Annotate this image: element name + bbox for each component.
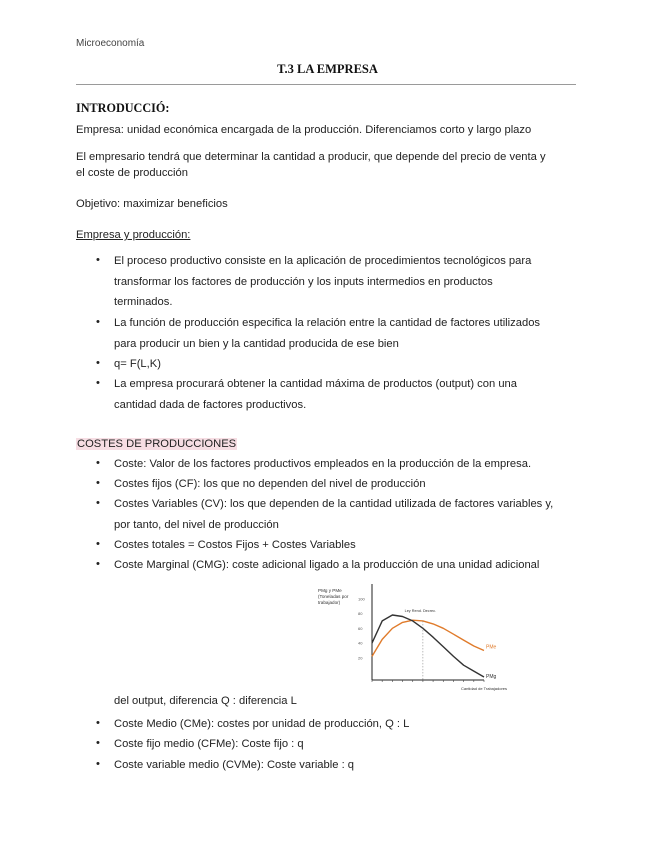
list-item xyxy=(114,555,584,576)
list-item-line: cantidad dada de factores productivos. xyxy=(114,398,307,411)
intro-p2-line1: El empresario tendrá que determinar la cantidad a producir, que depende del precio de venta y xyxy=(76,151,546,163)
list-item-line: Coste: Valor de los factores productivos empleados en la producción de la empresa. xyxy=(114,458,532,470)
chart-series-label: PMe xyxy=(486,644,497,651)
list-item-line: q= F(L,K) xyxy=(114,358,161,370)
bullet-dot: • xyxy=(96,357,100,369)
list-item xyxy=(114,714,584,735)
chart-ytick-label: 100 xyxy=(358,596,365,602)
list-item xyxy=(114,494,584,535)
chart-ytick-label: 80 xyxy=(358,611,363,617)
bullet-dot: • xyxy=(96,477,100,489)
chart-series-label: PMg xyxy=(486,674,497,681)
bullet-dot: • xyxy=(96,538,100,550)
bullet-dot: • xyxy=(96,758,100,770)
bullet-dot: • xyxy=(96,717,100,729)
list-item-line: La función de producción especifica la relación entre la cantidad de factores utilizados xyxy=(114,317,541,329)
bullet-dot: • xyxy=(96,558,100,570)
list-item-line: El proceso productivo consiste en la aplicación de procedimientos tecnológicos para xyxy=(114,255,532,267)
intro-paragraph-1: Empresa: unidad económica encargada de la producción. Diferenciamos corto y largo plazo xyxy=(76,124,532,136)
list-item xyxy=(114,755,584,776)
list-item-line: transformar los factores de producción y los inputs intermedios en productos xyxy=(114,275,493,288)
chart-xlabel: Cantidad de Trabajadores xyxy=(460,686,508,691)
list-item-line: Coste Medio (CMe): costes por unidad de producción, Q : L xyxy=(114,718,410,730)
bullet-dot: • xyxy=(96,316,100,328)
list-item-line: del output, diferencia Q : diferencia L xyxy=(114,695,297,707)
list-item xyxy=(114,454,584,475)
chart-annotation: Ley Rend. Decrec. xyxy=(404,609,437,614)
intro-p2-line2: el coste de producción xyxy=(76,167,188,179)
header-subject: Microeconomía xyxy=(76,38,145,49)
chart-ylabel-3: trabajador) xyxy=(318,600,341,605)
list-item xyxy=(114,354,584,375)
list-item xyxy=(114,313,584,354)
chart-series-pmg xyxy=(372,615,484,677)
bullet-dot: • xyxy=(96,737,100,749)
production-chart xyxy=(314,580,514,704)
chart-ytick-label: 40 xyxy=(358,640,363,646)
chart-ylabel-2: (Toneladas por xyxy=(318,594,349,599)
page-title: T.3 LA EMPRESA xyxy=(277,62,378,76)
list-item xyxy=(114,535,584,556)
bullet-dot: • xyxy=(96,254,100,266)
list-item xyxy=(114,474,584,495)
chart-ytick-label: 20 xyxy=(358,655,363,661)
costes-heading xyxy=(76,436,237,452)
list-item-line: La empresa procurará obtener la cantidad máxima de productos (output) con una xyxy=(114,378,517,390)
intro-paragraph-2 xyxy=(76,149,546,181)
intro-heading: INTRODUCCIÓ: xyxy=(76,101,170,115)
list-item-line: Costes totales = Costos Fijos + Costes Variables xyxy=(114,539,356,551)
list-item-line: Coste Marginal (CMG): coste adicional ligado a la producción de una unidad adicional xyxy=(114,559,540,571)
chart-ylabel: PMg y PMe xyxy=(318,588,342,593)
list-item-line: Costes Variables (CV): los que dependen de la cantidad utilizada de factores variables y, xyxy=(114,498,554,510)
list-item-line: Costes fijos (CF): los que no dependen del nivel de producción xyxy=(114,478,426,490)
list-item xyxy=(114,251,584,313)
list-item-continuation xyxy=(114,695,584,707)
list-item-line: Coste fijo medio (CFMe): Coste fijo : q xyxy=(114,738,304,750)
list-item-line: por tanto, del nivel de producción xyxy=(114,518,279,531)
bullet-dot: • xyxy=(96,377,100,389)
empresa-heading: Empresa y producción: xyxy=(76,229,191,241)
title-rule xyxy=(76,84,576,85)
list-item-line: para producir un bien y la cantidad producida de ese bien xyxy=(114,337,399,350)
list-item-line: Coste variable medio (CVMe): Coste variable : q xyxy=(114,759,355,771)
intro-paragraph-3: Objetivo: maximizar beneficios xyxy=(76,198,228,210)
list-item xyxy=(114,734,584,755)
bullet-dot: • xyxy=(96,497,100,509)
list-item xyxy=(114,374,584,415)
costes-heading-highlight: COSTES DE PRODUCCIONES xyxy=(77,438,237,450)
bullet-dot: • xyxy=(96,457,100,469)
chart-series-pme xyxy=(372,620,484,656)
chart-ytick-label: 60 xyxy=(358,625,363,631)
list-item-line: terminados. xyxy=(114,296,173,308)
